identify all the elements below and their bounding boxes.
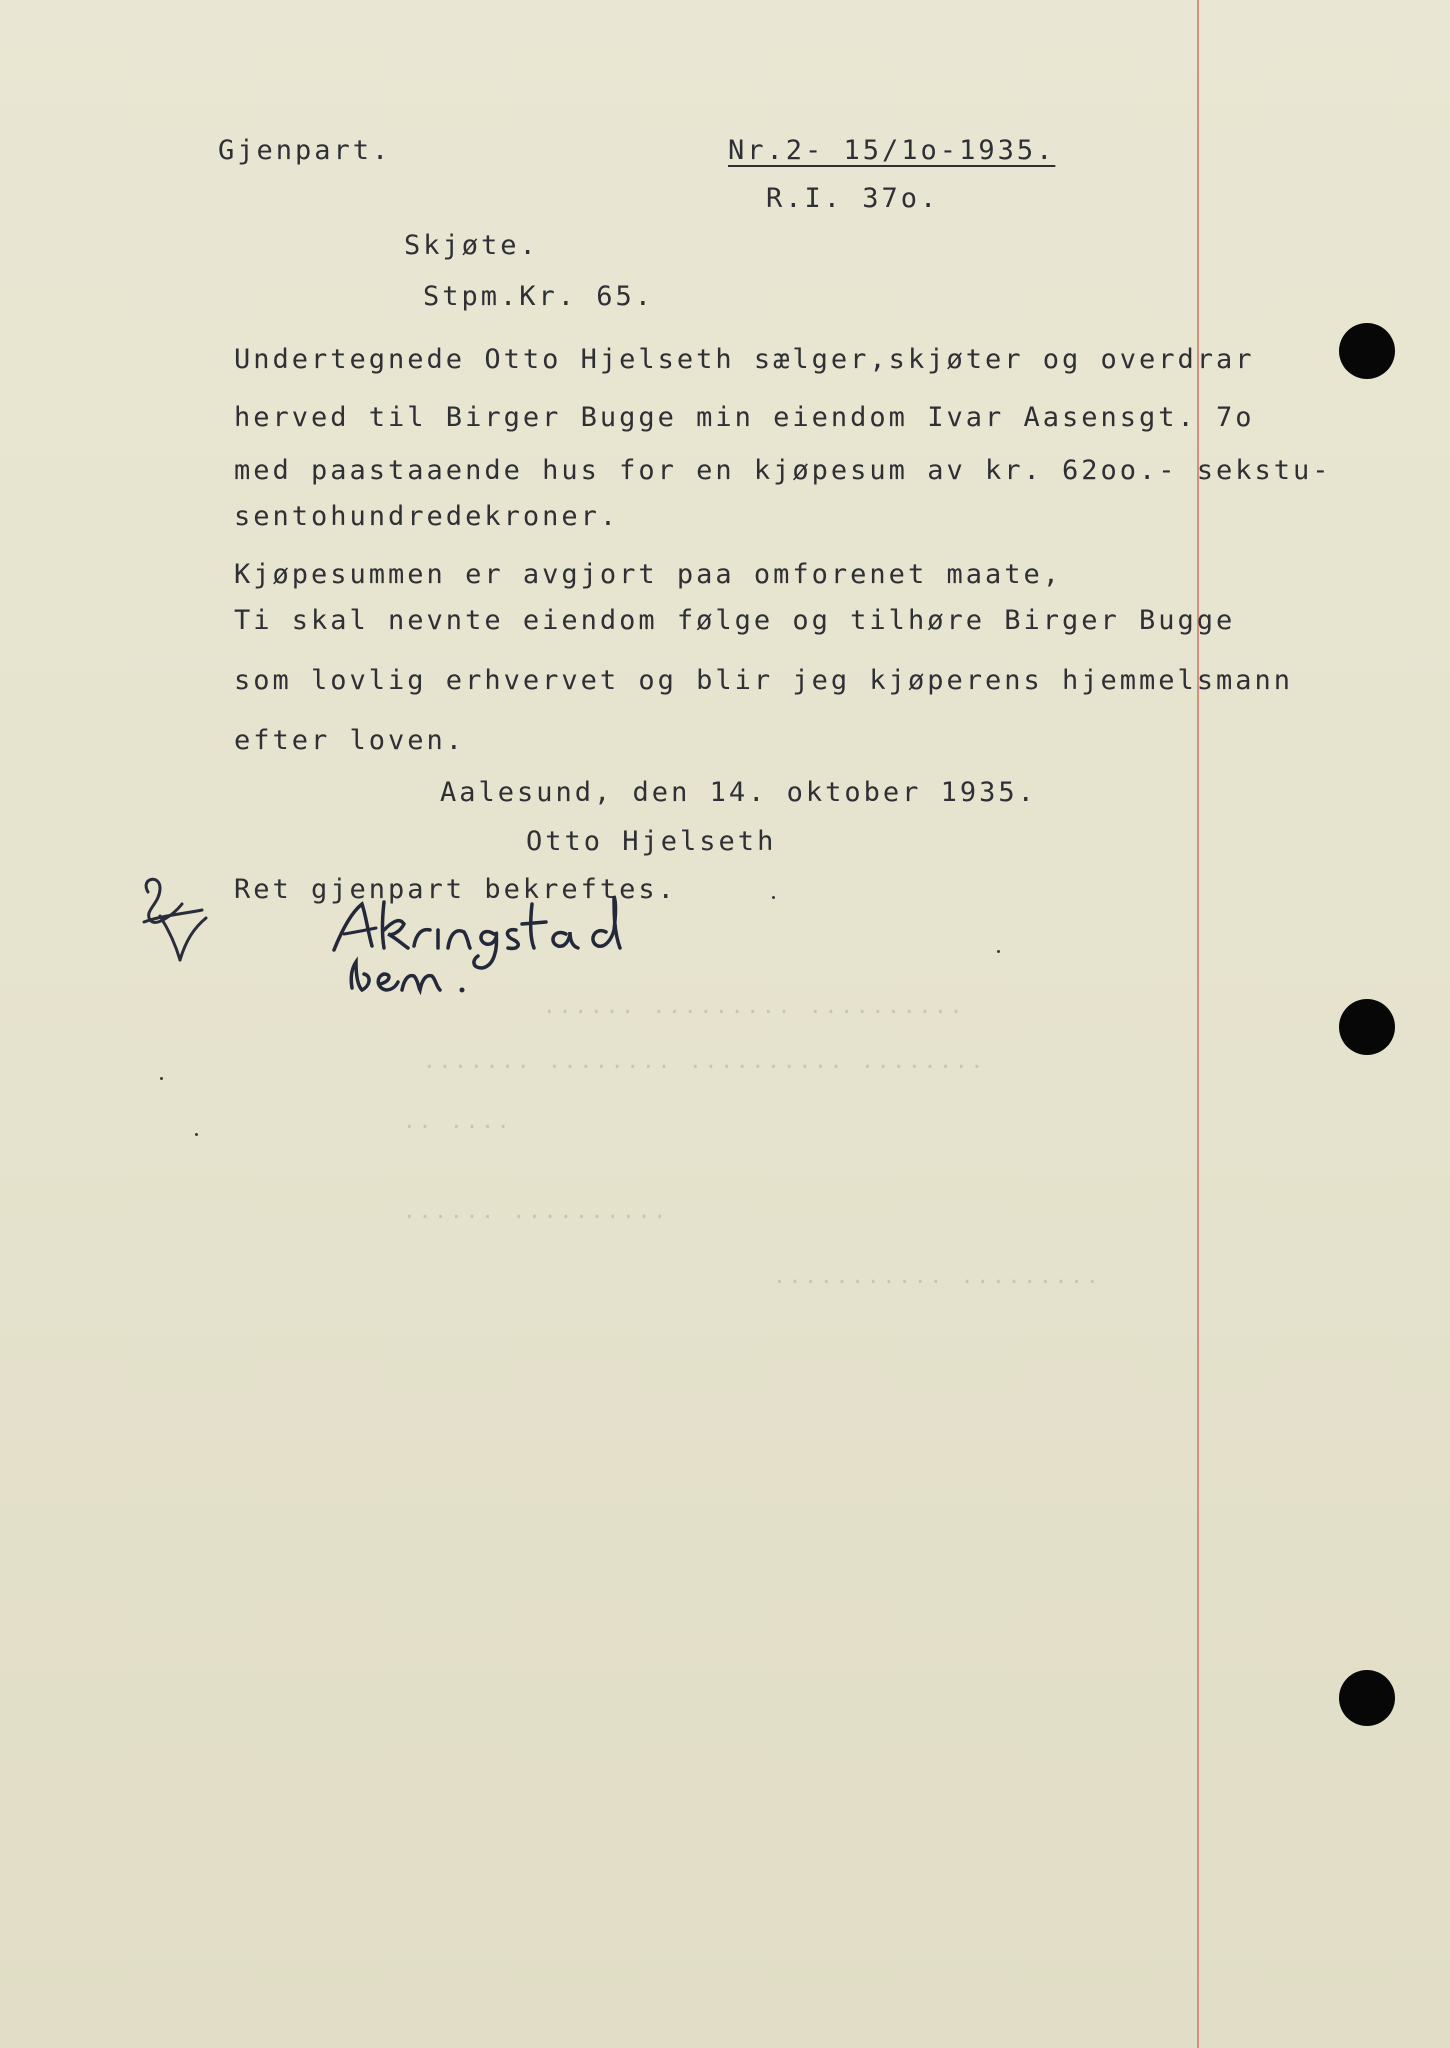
handwritten-signature bbox=[322, 890, 722, 1010]
body-line: med paastaaende hus for en kjøpesum av kr. 62oo.- sekstu- bbox=[234, 455, 1332, 486]
punch-hole-bottom bbox=[1339, 1670, 1395, 1726]
ink-speck bbox=[195, 1133, 198, 1136]
body-line: som lovlig erhvervet og blir jeg kjøperens hjemmelsmann bbox=[234, 665, 1294, 696]
body-line: Ti skal nevnte eiendom følge og tilhøre Birger Bugge bbox=[234, 605, 1236, 636]
body-line: herved til Birger Bugge min eiendom Ivar Aasensgt. 7o bbox=[234, 402, 1255, 433]
show-through-ghost-text: ·········· ······ bbox=[400, 1205, 666, 1229]
place-and-date: Aalesund, den 14. oktober 1935. bbox=[440, 777, 1037, 808]
ink-speck bbox=[160, 1077, 163, 1080]
red-margin-rule bbox=[1197, 0, 1199, 2048]
body-line: efter loven. bbox=[234, 725, 466, 756]
punch-hole-top bbox=[1339, 323, 1395, 379]
body-line: Undertegnede Otto Hjelseth sælger,skjøter og overdrar bbox=[234, 344, 1255, 375]
copy-label: Gjenpart. bbox=[218, 135, 392, 166]
body-line: sentohundredekroner. bbox=[234, 501, 620, 532]
handwritten-initials-mark bbox=[130, 870, 220, 970]
punch-hole-middle bbox=[1339, 999, 1395, 1055]
show-through-ghost-text: ········ ·········· ········ ······· bbox=[420, 1055, 984, 1079]
entry-number: Nr.2- 15/1o-1935. bbox=[728, 135, 1056, 166]
show-through-ghost-text: ···· ·· bbox=[400, 1115, 510, 1139]
show-through-ghost-text: ·········· ········· ······ bbox=[540, 1000, 963, 1024]
certification-line: Ret gjenpart bekreftes. bbox=[234, 874, 677, 905]
body-line: Kjøpesummen er avgjort paa omforenet maate, bbox=[234, 559, 1062, 590]
seller-name: Otto Hjelseth bbox=[526, 826, 777, 857]
show-through-ghost-text: ········· ··········· bbox=[770, 1270, 1099, 1294]
document-title: Skjøte. bbox=[404, 230, 539, 261]
registry-number: R.I. 37o. bbox=[766, 183, 940, 214]
ink-speck bbox=[772, 896, 775, 899]
ink-speck bbox=[997, 950, 1000, 953]
stamp-duty: Stpm.Kr. 65. bbox=[423, 281, 655, 312]
